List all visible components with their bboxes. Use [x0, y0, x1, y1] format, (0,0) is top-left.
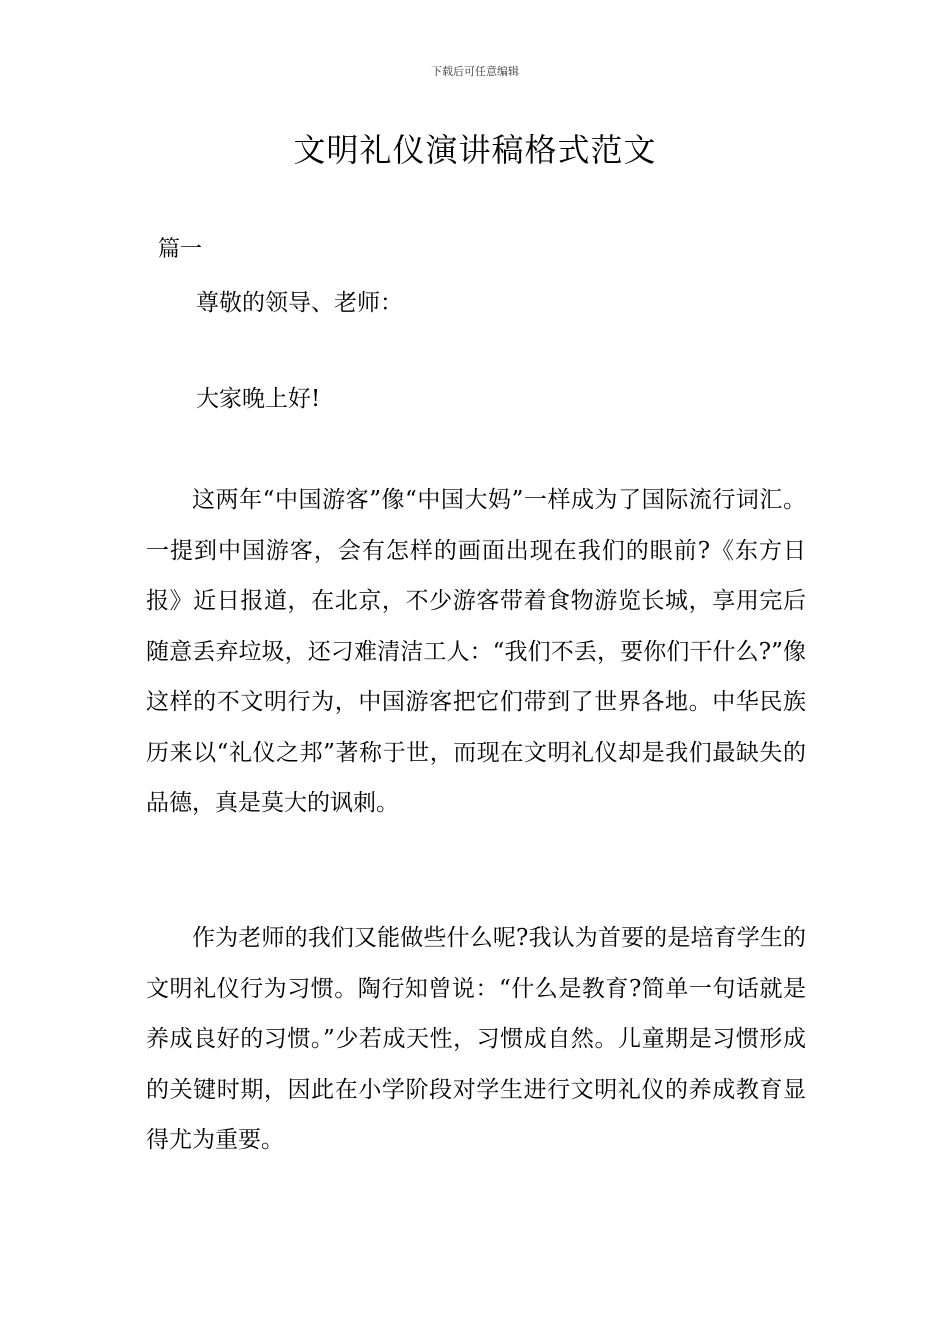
body-paragraph-1: 这两年“中国游客”像“中国大妈”一样成为了国际流行词汇。一提到中国游客，会有怎样的画面出现在我们的眼前?《东方日报》近日报道，在北京，不少游客带着食物游览长城，享用完后随意丢弃垃圾，还刁难清洁工人：“我们不丢，要你们干什么?”像这样的不文明行为，中国游客把它们带到了世界各地。中华民族历来以“礼仪之邦”著称于世，而现在文明礼仪却是我们最缺失的品德，真是莫大的讽刺。	[146, 487, 806, 816]
header-note: 下载后可任意编辑	[431, 65, 519, 78]
body-paragraph-2: 作为老师的我们又能做些什么呢?我认为首要的是培育学生的文明礼仪行为习惯。陶行知曾说：“什么是教育?简单一句话就是养成良好的习惯。”少若成天性，习惯成自然。儿童期是习惯形成的关键时期，因此在小学阶段对学生进行文明礼仪的养成教育显得尤为重要。	[146, 925, 806, 1153]
section-label: 篇一	[158, 237, 203, 262]
greeting: 大家晚上好!	[196, 386, 321, 412]
salutation: 尊敬的领导、老师：	[196, 290, 403, 316]
page-title: 文明礼仪演讲稿格式范文	[293, 131, 657, 169]
